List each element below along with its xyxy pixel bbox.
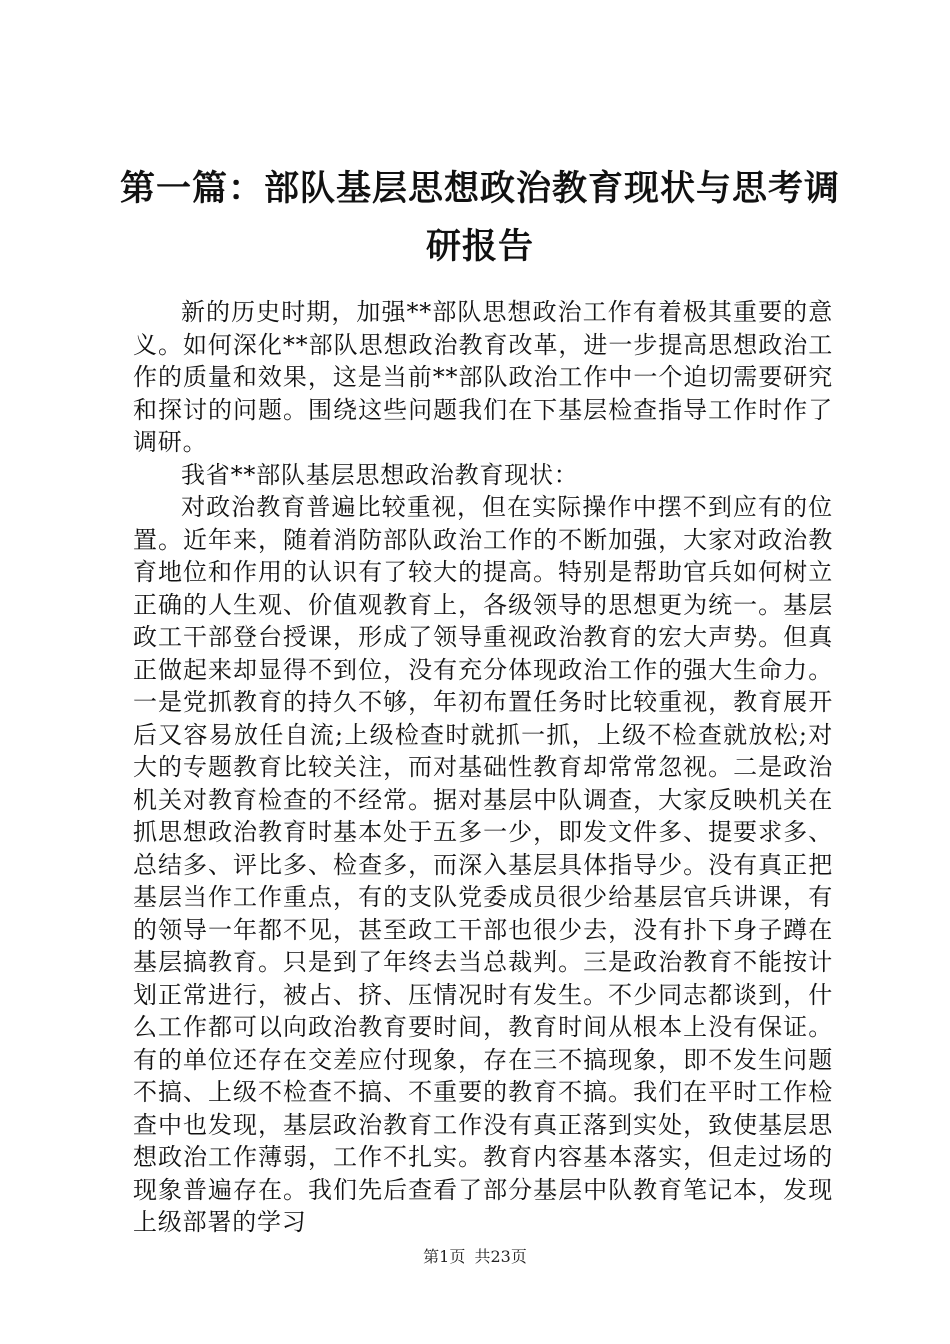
page-footer [0, 1244, 950, 1267]
paragraph-status: 对政治教育普遍比较重视，但在实际操作中摆不到应有的位置。近年来，随着消防部队政治工作的不断加强，大家对政治教育地位和作用的认识有了较大的提高。特别是帮助官兵如何树立正确的人生观、价值观教育上，各级领导的思想更为统一。基层政工干部登台授课，形成了领导重视政治教育的宏大声势。但真正做起来却显得不到位，没有充分体现政治工作的强大生命力。一是党抓教育的持久不够，年初布置任务时比较重视，教育展开后又容易放任自流;上级检查时就抓一抓，上级不检查就放松;对大的专题教育比较关注，而对基础性教育却常常忽视。二是政治机关对教育检查的不经常。据对基层中队调查，大家反映机关在抓思想政治教育时基本处于五多一少，即发文件多、提要求多、总结多、评比多、检查多，而深入基层具体指导少。没有真正把基层当作工作重点，有的支队党委成员很少给基层官兵讲课，有的领导一年都不见，甚至政工干部也很少去，没有扑下身子蹲在基层搞教育。只是到了年终去当总裁判。三是政治教育不能按计划正常进行，被占、挤、压情况时有发生。不少同志都谈到，什么工作都可以向政治教育要时间，教育时间从根本上没有保证。有的单位还存在交差应付现象，存在三不搞现象，即不发生问题不搞、上级不检查不搞、不重要的教育不搞。我们在平时工作检查中也发现，基层政治教育工作没有真正落到实处，致使基层思想政治工作薄弱，工作不扎实。教育内容基本落实，但走过场的现象普遍存在。我们先后查看了部分基层中队教育笔记本，发现上级部署的学习 [133, 493, 833, 1236]
document-title: 第一篇：部队基层思想政治教育现状与思考调研报告 [120, 169, 841, 267]
document-body [133, 296, 833, 1239]
paragraph-section-heading: 我省**部队基层思想政治教育现状： [181, 460, 579, 489]
page-total: 共23页 [474, 1247, 527, 1266]
paragraph-intro: 新的历史时期，加强**部队思想政治工作有着极其重要的意义。如何深化**部队思想政治教育改革，进一步提高思想政治工作的质量和效果，这是当前**部队政治工作中一个迫切需要研究和探讨的问题。围绕这些问题我们在下基层检查指导工作时作了调研。 [133, 298, 833, 456]
page-number: 第1页 [423, 1247, 466, 1266]
